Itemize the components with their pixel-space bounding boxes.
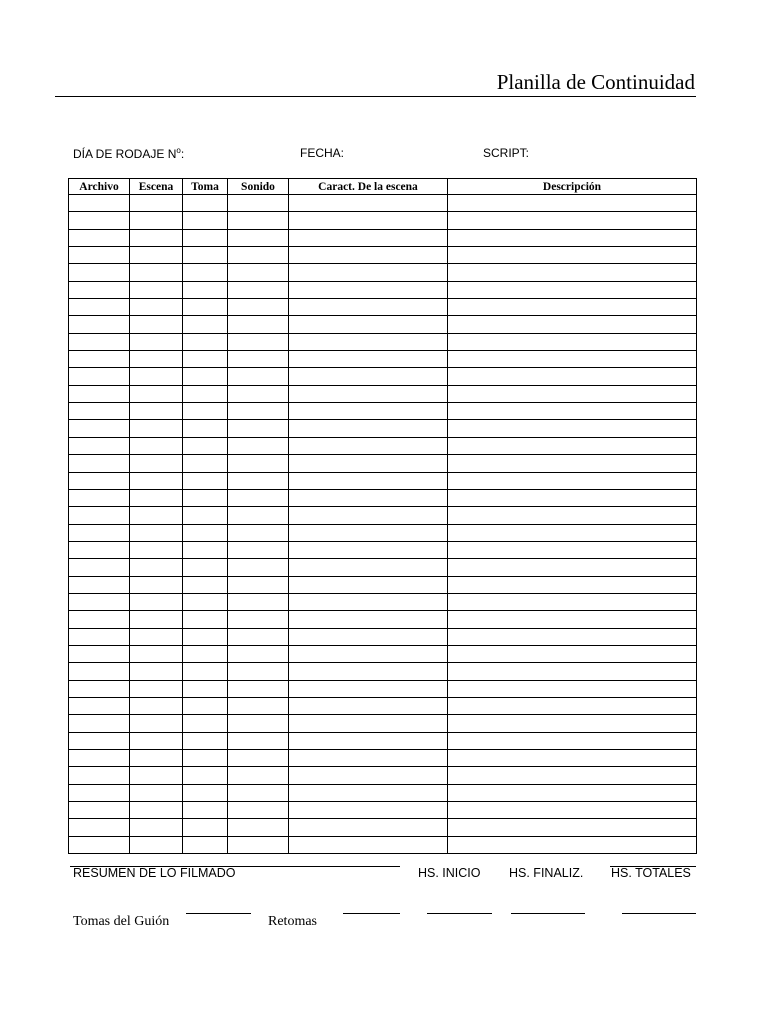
table-cell[interactable] (228, 368, 289, 385)
hs-totales-blank (622, 913, 696, 914)
table-row (69, 316, 697, 333)
table-cell[interactable] (289, 299, 448, 316)
table-cell[interactable] (448, 489, 697, 506)
table-cell[interactable] (448, 576, 697, 593)
col-header-archivo: Archivo (69, 179, 130, 195)
table-cell[interactable] (448, 819, 697, 836)
table-cell[interactable] (448, 715, 697, 732)
tomas-guion-label: Tomas del Guión (73, 914, 170, 929)
table-cell[interactable] (183, 732, 228, 749)
table-cell[interactable] (183, 697, 228, 714)
table-cell[interactable] (289, 611, 448, 628)
script-label: SCRIPT: (483, 146, 530, 160)
table-cell[interactable] (228, 229, 289, 246)
table-cell[interactable] (228, 680, 289, 697)
table-cell[interactable] (69, 489, 130, 506)
table-cell[interactable] (289, 420, 448, 437)
table-cell[interactable] (289, 385, 448, 402)
table-cell[interactable] (289, 247, 448, 264)
table-cell[interactable] (183, 229, 228, 246)
table-row (69, 507, 697, 524)
table-cell[interactable] (130, 455, 183, 472)
table-cell[interactable] (289, 212, 448, 229)
table-cell[interactable] (69, 576, 130, 593)
table-cell[interactable] (69, 229, 130, 246)
table-cell[interactable] (448, 420, 697, 437)
table-cell[interactable] (69, 385, 130, 402)
table-cell[interactable] (289, 784, 448, 801)
table-cell[interactable] (228, 593, 289, 610)
table-row (69, 576, 697, 593)
table-cell[interactable] (228, 437, 289, 454)
table-body (69, 195, 697, 854)
table-cell[interactable] (69, 212, 130, 229)
table-cell[interactable] (69, 316, 130, 333)
table-cell[interactable] (130, 507, 183, 524)
table-row (69, 489, 697, 506)
table-cell[interactable] (289, 472, 448, 489)
table-cell[interactable] (69, 195, 130, 212)
table-row (69, 403, 697, 420)
table-cell[interactable] (183, 819, 228, 836)
table-cell[interactable] (69, 836, 130, 853)
table-cell[interactable] (448, 628, 697, 645)
table-cell[interactable] (228, 750, 289, 767)
table-cell[interactable] (228, 299, 289, 316)
table-cell[interactable] (69, 750, 130, 767)
table-row (69, 264, 697, 281)
table-cell[interactable] (183, 316, 228, 333)
table-cell[interactable] (183, 455, 228, 472)
table-row (69, 212, 697, 229)
table-cell[interactable] (448, 645, 697, 662)
dia-de-rodaje-superscript: o (176, 146, 181, 155)
table-cell[interactable] (228, 472, 289, 489)
table-cell[interactable] (69, 784, 130, 801)
table-cell[interactable] (289, 593, 448, 610)
table-cell[interactable] (69, 403, 130, 420)
table-row (69, 645, 697, 662)
table-cell[interactable] (183, 645, 228, 662)
table-cell[interactable] (448, 281, 697, 298)
table-cell[interactable] (448, 559, 697, 576)
table-cell[interactable] (69, 663, 130, 680)
retomas-label: Retomas (268, 914, 317, 929)
table-cell[interactable] (448, 351, 697, 368)
table-cell[interactable] (130, 784, 183, 801)
table-cell[interactable] (448, 403, 697, 420)
col-header-caract-escena: Caract. De la escena (289, 179, 448, 195)
table-row (69, 836, 697, 853)
table-cell[interactable] (130, 264, 183, 281)
table-cell[interactable] (228, 247, 289, 264)
table-cell[interactable] (69, 420, 130, 437)
table-row (69, 663, 697, 680)
table-cell[interactable] (448, 212, 697, 229)
table-cell[interactable] (228, 385, 289, 402)
table-row (69, 281, 697, 298)
table-cell[interactable] (130, 593, 183, 610)
table-cell[interactable] (228, 489, 289, 506)
table-cell[interactable] (130, 576, 183, 593)
table-cell[interactable] (69, 611, 130, 628)
table-cell[interactable] (289, 732, 448, 749)
table-cell[interactable] (448, 507, 697, 524)
table-row (69, 819, 697, 836)
table-cell[interactable] (130, 195, 183, 212)
table-cell[interactable] (69, 732, 130, 749)
table-cell[interactable] (289, 281, 448, 298)
dia-de-rodaje-field (73, 146, 184, 161)
table-cell[interactable] (289, 437, 448, 454)
table-row (69, 368, 697, 385)
table-cell[interactable] (228, 559, 289, 576)
table-cell[interactable] (130, 750, 183, 767)
table-cell[interactable] (289, 559, 448, 576)
table-cell[interactable] (228, 663, 289, 680)
hs-finaliz-blank (511, 913, 585, 914)
col-header-descripcion: Descripción (448, 179, 697, 195)
table-cell[interactable] (183, 385, 228, 402)
page-title: Planilla de Continuidad (496, 70, 695, 94)
table-cell[interactable] (289, 229, 448, 246)
table-cell[interactable] (183, 403, 228, 420)
table-cell[interactable] (130, 420, 183, 437)
table-cell[interactable] (130, 437, 183, 454)
table-cell[interactable] (130, 229, 183, 246)
table-cell[interactable] (69, 524, 130, 541)
table-cell[interactable] (289, 767, 448, 784)
table-cell[interactable] (448, 368, 697, 385)
table-cell[interactable] (289, 697, 448, 714)
table-cell[interactable] (183, 368, 228, 385)
table-cell[interactable] (130, 472, 183, 489)
table-cell[interactable] (183, 593, 228, 610)
table-cell[interactable] (228, 507, 289, 524)
table-cell[interactable] (289, 333, 448, 350)
table-cell[interactable] (289, 645, 448, 662)
hs-totales-label: HS. TOTALES (611, 866, 691, 880)
table-cell[interactable] (183, 489, 228, 506)
table-cell[interactable] (183, 247, 228, 264)
table-cell[interactable] (228, 403, 289, 420)
table-cell[interactable] (130, 767, 183, 784)
table-cell[interactable] (130, 489, 183, 506)
table-row (69, 750, 697, 767)
hs-inicio-label: HS. INICIO (418, 866, 481, 880)
table-cell[interactable] (228, 836, 289, 853)
table-cell[interactable] (69, 819, 130, 836)
table-row (69, 299, 697, 316)
table-cell[interactable] (69, 680, 130, 697)
table-cell[interactable] (289, 489, 448, 506)
table-cell[interactable] (183, 559, 228, 576)
table-cell[interactable] (69, 368, 130, 385)
table-cell[interactable] (130, 802, 183, 819)
table-cell[interactable] (289, 455, 448, 472)
table-row (69, 593, 697, 610)
tomas-guion-blank (186, 913, 251, 914)
table-cell[interactable] (448, 472, 697, 489)
table-cell[interactable] (130, 333, 183, 350)
col-header-escena: Escena (130, 179, 183, 195)
table-cell[interactable] (448, 247, 697, 264)
table-cell[interactable] (69, 559, 130, 576)
table-row (69, 767, 697, 784)
table-cell[interactable] (69, 281, 130, 298)
table-cell[interactable] (130, 281, 183, 298)
table-cell[interactable] (183, 420, 228, 437)
table-cell[interactable] (228, 195, 289, 212)
table-cell[interactable] (448, 680, 697, 697)
table-cell[interactable] (448, 663, 697, 680)
table-cell[interactable] (69, 507, 130, 524)
table-cell[interactable] (130, 819, 183, 836)
dia-de-rodaje-label: DÍA DE RODAJE N (73, 147, 177, 161)
table-cell[interactable] (130, 715, 183, 732)
table-cell[interactable] (228, 819, 289, 836)
table-cell[interactable] (448, 333, 697, 350)
table-cell[interactable] (183, 715, 228, 732)
table-row (69, 385, 697, 402)
table-cell[interactable] (130, 351, 183, 368)
table-cell[interactable] (448, 784, 697, 801)
table-row (69, 541, 697, 558)
table-row (69, 732, 697, 749)
table-cell[interactable] (130, 299, 183, 316)
table-cell[interactable] (228, 212, 289, 229)
title-rule (55, 96, 696, 97)
table-row (69, 715, 697, 732)
table-cell[interactable] (130, 541, 183, 558)
table-cell[interactable] (448, 385, 697, 402)
table-cell[interactable] (183, 611, 228, 628)
table-cell[interactable] (130, 697, 183, 714)
table-cell[interactable] (228, 316, 289, 333)
table-cell[interactable] (289, 541, 448, 558)
table-cell[interactable] (228, 802, 289, 819)
table-cell[interactable] (183, 507, 228, 524)
table-row (69, 472, 697, 489)
table-cell[interactable] (69, 437, 130, 454)
table-cell[interactable] (183, 437, 228, 454)
table-cell[interactable] (289, 628, 448, 645)
table-cell[interactable] (130, 385, 183, 402)
table-cell[interactable] (183, 333, 228, 350)
table-cell[interactable] (448, 299, 697, 316)
table-cell[interactable] (130, 836, 183, 853)
table-cell[interactable] (289, 715, 448, 732)
table-cell[interactable] (228, 767, 289, 784)
table-cell[interactable] (183, 541, 228, 558)
table-cell[interactable] (289, 507, 448, 524)
table-cell[interactable] (289, 351, 448, 368)
table-cell[interactable] (130, 732, 183, 749)
table-cell[interactable] (228, 455, 289, 472)
table-cell[interactable] (228, 697, 289, 714)
table-cell[interactable] (289, 836, 448, 853)
table-cell[interactable] (183, 628, 228, 645)
table-cell[interactable] (289, 663, 448, 680)
table-cell[interactable] (130, 316, 183, 333)
table-cell[interactable] (69, 767, 130, 784)
hs-inicio-blank (427, 913, 492, 914)
table-row (69, 784, 697, 801)
table-cell[interactable] (289, 576, 448, 593)
retomas-blank (343, 913, 400, 914)
table-cell[interactable] (130, 663, 183, 680)
table-cell[interactable] (448, 697, 697, 714)
fecha-label: FECHA: (300, 146, 345, 160)
table-cell[interactable] (69, 299, 130, 316)
table-cell[interactable] (448, 524, 697, 541)
table-cell[interactable] (448, 732, 697, 749)
table-cell[interactable] (448, 264, 697, 281)
table-row (69, 455, 697, 472)
table-cell[interactable] (448, 802, 697, 819)
col-header-sonido: Sonido (228, 179, 289, 195)
table-cell[interactable] (228, 645, 289, 662)
table-cell[interactable] (228, 264, 289, 281)
table-row (69, 697, 697, 714)
table-cell[interactable] (183, 576, 228, 593)
table-row (69, 247, 697, 264)
table-cell[interactable] (69, 593, 130, 610)
table-cell[interactable] (69, 333, 130, 350)
table-row (69, 628, 697, 645)
table-cell[interactable] (289, 680, 448, 697)
table-cell[interactable] (69, 541, 130, 558)
table-cell[interactable] (289, 316, 448, 333)
dia-de-rodaje-colon: : (180, 147, 185, 161)
table-header-row (69, 179, 697, 195)
table-cell[interactable] (69, 264, 130, 281)
table-cell[interactable] (289, 819, 448, 836)
table-row (69, 229, 697, 246)
table-cell[interactable] (130, 611, 183, 628)
table-cell[interactable] (228, 281, 289, 298)
table-cell[interactable] (289, 368, 448, 385)
table-cell[interactable] (69, 351, 130, 368)
table-cell[interactable] (69, 472, 130, 489)
table-cell[interactable] (228, 784, 289, 801)
table-cell[interactable] (130, 403, 183, 420)
table-cell[interactable] (228, 524, 289, 541)
table-cell[interactable] (183, 264, 228, 281)
hs-finaliz-label: HS. FINALIZ. (509, 866, 584, 880)
table-cell[interactable] (183, 663, 228, 680)
table-cell[interactable] (183, 212, 228, 229)
table-cell[interactable] (448, 593, 697, 610)
table-cell[interactable] (228, 333, 289, 350)
table-cell[interactable] (69, 697, 130, 714)
table-cell[interactable] (183, 195, 228, 212)
table-cell[interactable] (228, 732, 289, 749)
table-cell[interactable] (448, 455, 697, 472)
table-cell[interactable] (228, 715, 289, 732)
table-cell[interactable] (183, 784, 228, 801)
table-cell[interactable] (183, 836, 228, 853)
table-row (69, 437, 697, 454)
table-cell[interactable] (130, 247, 183, 264)
table-cell[interactable] (130, 368, 183, 385)
table-cell[interactable] (183, 802, 228, 819)
table-cell[interactable] (183, 281, 228, 298)
table-cell[interactable] (448, 195, 697, 212)
table-cell[interactable] (69, 247, 130, 264)
table-cell[interactable] (289, 195, 448, 212)
table-cell[interactable] (228, 420, 289, 437)
table-cell[interactable] (448, 316, 697, 333)
table-cell[interactable] (228, 611, 289, 628)
table-cell[interactable] (183, 524, 228, 541)
table-cell[interactable] (69, 455, 130, 472)
table-cell[interactable] (130, 645, 183, 662)
table-row (69, 420, 697, 437)
table-cell[interactable] (183, 472, 228, 489)
table-cell[interactable] (289, 802, 448, 819)
table-cell[interactable] (130, 212, 183, 229)
table-cell[interactable] (228, 541, 289, 558)
table-row (69, 351, 697, 368)
table-cell[interactable] (228, 351, 289, 368)
table-cell[interactable] (183, 767, 228, 784)
table-row (69, 611, 697, 628)
table-cell[interactable] (69, 802, 130, 819)
table-cell[interactable] (448, 767, 697, 784)
table-cell[interactable] (228, 628, 289, 645)
table-cell[interactable] (448, 611, 697, 628)
table-row (69, 195, 697, 212)
table-cell[interactable] (69, 645, 130, 662)
table-cell[interactable] (183, 351, 228, 368)
resumen-label: RESUMEN DE LO FILMADO (73, 866, 236, 880)
table-row (69, 333, 697, 350)
table-cell[interactable] (183, 299, 228, 316)
table-cell[interactable] (130, 628, 183, 645)
continuity-table (68, 178, 697, 854)
table-cell[interactable] (183, 750, 228, 767)
table-cell[interactable] (448, 229, 697, 246)
table-cell[interactable] (130, 524, 183, 541)
table-row (69, 680, 697, 697)
table-cell[interactable] (69, 628, 130, 645)
table-cell[interactable] (289, 264, 448, 281)
table-cell[interactable] (448, 836, 697, 853)
table-cell[interactable] (69, 715, 130, 732)
table-cell[interactable] (183, 680, 228, 697)
table-cell[interactable] (448, 750, 697, 767)
col-header-toma: Toma (183, 179, 228, 195)
table-cell[interactable] (289, 403, 448, 420)
table-cell[interactable] (289, 750, 448, 767)
table-row (69, 524, 697, 541)
table-cell[interactable] (130, 559, 183, 576)
table-cell[interactable] (289, 524, 448, 541)
table-row (69, 802, 697, 819)
table-cell[interactable] (130, 680, 183, 697)
table-cell[interactable] (448, 437, 697, 454)
table-cell[interactable] (448, 541, 697, 558)
table-row (69, 559, 697, 576)
table-cell[interactable] (228, 576, 289, 593)
